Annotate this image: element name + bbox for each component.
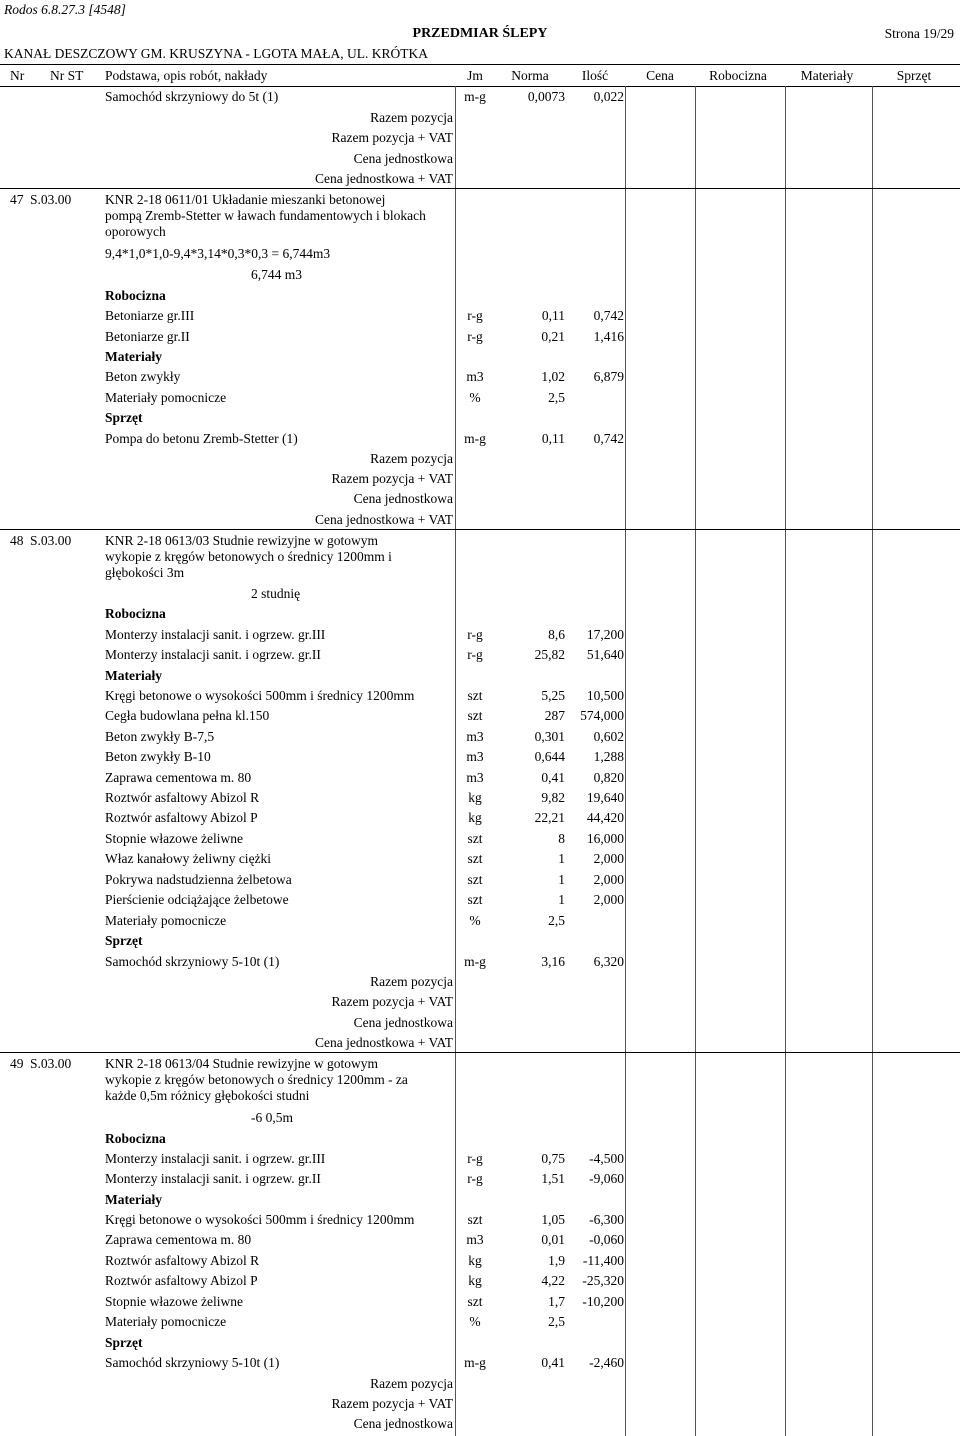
col-cena: Cena bbox=[646, 68, 674, 83]
position-quantity: 6,744 m3 bbox=[251, 267, 303, 282]
line-jm: r-g bbox=[467, 329, 483, 344]
line-jm: szt bbox=[467, 688, 483, 703]
line-ilosc: -6,300 bbox=[589, 1212, 624, 1227]
line-desc: Roztwór asfaltowy Abizol P bbox=[105, 1273, 258, 1288]
summary-cena-vat: Cena jednostkowa + VAT bbox=[315, 512, 453, 527]
summary-cena: Cena jednostkowa bbox=[353, 1015, 453, 1030]
col-description: Podstawa, opis robót, nakłady bbox=[105, 68, 268, 83]
section-robocizna: Robocizna bbox=[105, 606, 166, 621]
line-ilosc: 6,320 bbox=[593, 954, 624, 969]
line-ilosc: -10,200 bbox=[582, 1294, 624, 1309]
line-jm: szt bbox=[467, 851, 483, 866]
line-jm: m-g bbox=[464, 1355, 486, 1370]
project-name: KANAŁ DESZCZOWY GM. KRUSZYNA - LGOTA MAŁA, UL. KRÓTKA bbox=[4, 46, 429, 61]
line-desc: Stopnie włazowe żeliwne bbox=[105, 831, 243, 846]
line-norma: 0,41 bbox=[541, 770, 565, 785]
line-jm: r-g bbox=[467, 647, 483, 662]
line-desc: Materiały pomocnicze bbox=[105, 390, 227, 405]
line-desc: Kręgi betonowe o wysokości 500mm i średnicy 1200mm bbox=[105, 688, 415, 703]
position-desc: głębokości 3m bbox=[105, 565, 185, 580]
line-jm: szt bbox=[467, 872, 483, 887]
line-norma: 0,75 bbox=[541, 1151, 565, 1166]
line-norma: 8,6 bbox=[548, 627, 565, 642]
line-ilosc: 19,640 bbox=[586, 790, 624, 805]
grid-line bbox=[625, 86, 626, 1436]
line-norma: 1,7 bbox=[548, 1294, 565, 1309]
summary-razem-vat: Razem pozycja + VAT bbox=[331, 130, 453, 145]
position-quantity: -6 0,5m bbox=[251, 1110, 293, 1125]
line-ilosc: 1,416 bbox=[593, 329, 624, 344]
line-ilosc: 16,000 bbox=[586, 831, 624, 846]
line-ilosc: 2,000 bbox=[593, 892, 624, 907]
line-norma: 3,16 bbox=[541, 954, 565, 969]
line-desc: Samochód skrzyniowy 5-10t (1) bbox=[105, 1355, 280, 1370]
summary-razem: Razem pozycja bbox=[370, 110, 453, 125]
line-jm: szt bbox=[467, 1212, 483, 1227]
line-jm: szt bbox=[467, 708, 483, 723]
line-ilosc: 0,820 bbox=[593, 770, 624, 785]
summary-cena-vat: Cena jednostkowa + VAT bbox=[315, 1035, 453, 1050]
summary-razem: Razem pozycja bbox=[370, 451, 453, 466]
section-materialy: Materiały bbox=[105, 349, 162, 364]
position-number: 48 bbox=[10, 533, 24, 548]
line-ilosc: 2,000 bbox=[593, 851, 624, 866]
summary-razem-vat: Razem pozycja + VAT bbox=[331, 994, 453, 1009]
line-norma: 0,11 bbox=[541, 431, 565, 446]
line-jm: m-g bbox=[464, 431, 486, 446]
col-materialy: Materiały bbox=[800, 68, 854, 83]
section-sprzet: Sprzęt bbox=[105, 1335, 143, 1350]
col-robocizna: Robocizna bbox=[709, 68, 767, 83]
line-jm: szt bbox=[467, 831, 483, 846]
document-title: PRZEDMIAR ŚLEPY bbox=[412, 26, 548, 41]
position-desc: wykopie z kręgów betonowych o średnicy 1200mm - za bbox=[105, 1072, 408, 1087]
line-ilosc: 0,742 bbox=[593, 431, 624, 446]
line-norma: 8 bbox=[558, 831, 565, 846]
line-desc: Beton zwykły B-10 bbox=[105, 749, 211, 764]
line-jm: m-g bbox=[464, 954, 486, 969]
line-norma: 0,644 bbox=[534, 749, 565, 764]
line-desc: Pierścienie odciążające żelbetowe bbox=[105, 892, 289, 907]
line-jm: m3 bbox=[466, 369, 484, 384]
line-ilosc: -11,400 bbox=[582, 1253, 624, 1268]
summary-cena: Cena jednostkowa bbox=[353, 1416, 453, 1431]
position-number: 47 bbox=[10, 192, 24, 207]
line-desc: Samochód skrzyniowy 5-10t (1) bbox=[105, 954, 280, 969]
line-ilosc: -0,060 bbox=[589, 1232, 624, 1247]
line-norma: 1 bbox=[558, 872, 565, 887]
line-norma: 0,01 bbox=[541, 1232, 565, 1247]
line-norma: 25,82 bbox=[534, 647, 565, 662]
position-number: 49 bbox=[10, 1056, 24, 1071]
line-jm: m3 bbox=[466, 1232, 484, 1247]
col-jm: Jm bbox=[467, 68, 483, 83]
line-desc: Monterzy instalacji sanit. i ogrzew. gr.III bbox=[105, 627, 326, 642]
line-jm: % bbox=[469, 390, 481, 405]
line-desc: Betoniarze gr.II bbox=[105, 329, 190, 344]
line-norma: 1,02 bbox=[541, 369, 565, 384]
line-desc: Beton zwykły bbox=[105, 369, 181, 384]
line-ilosc: 10,500 bbox=[586, 688, 624, 703]
line-norma: 0,11 bbox=[541, 308, 565, 323]
line-jm: % bbox=[469, 1314, 481, 1329]
section-robocizna: Robocizna bbox=[105, 288, 166, 303]
position-desc: pompą Zremb-Stetter w ławach fundamentowych i blokach bbox=[105, 208, 426, 223]
line-ilosc: 574,000 bbox=[580, 708, 624, 723]
position-st: S.03.00 bbox=[30, 192, 72, 207]
line-norma: 9,82 bbox=[541, 790, 565, 805]
grid-line bbox=[785, 86, 786, 1436]
line-desc: Monterzy instalacji sanit. i ogrzew. gr.II bbox=[105, 647, 321, 662]
grid-line bbox=[695, 86, 696, 1436]
line-norma: 1 bbox=[558, 851, 565, 866]
line-desc: Zaprawa cementowa m. 80 bbox=[105, 770, 252, 785]
line-ilosc: 17,200 bbox=[586, 627, 624, 642]
col-nr-st: Nr ST bbox=[50, 68, 84, 83]
position-st: S.03.00 bbox=[30, 1056, 72, 1071]
header-rule-top bbox=[0, 64, 960, 65]
line-ilosc: -9,060 bbox=[589, 1171, 624, 1186]
section-materialy: Materiały bbox=[105, 668, 162, 683]
line-desc: Betoniarze gr.III bbox=[105, 308, 195, 323]
line-desc: Roztwór asfaltowy Abizol R bbox=[105, 1253, 260, 1268]
position-formula: 9,4*1,0*1,0-9,4*3,14*0,3*0,3 = 6,744m3 bbox=[105, 246, 331, 261]
line-ilosc: -2,460 bbox=[589, 1355, 624, 1370]
line-norma: 0,41 bbox=[541, 1355, 565, 1370]
header-rule-bottom bbox=[0, 86, 960, 87]
line-ilosc: 51,640 bbox=[586, 647, 624, 662]
line-desc: Monterzy instalacji sanit. i ogrzew. gr.III bbox=[105, 1151, 326, 1166]
line-ilosc: 0,742 bbox=[593, 308, 624, 323]
line-ilosc: 6,879 bbox=[593, 369, 624, 384]
line-norma: 0,21 bbox=[541, 329, 565, 344]
line-jm: kg bbox=[468, 790, 482, 805]
line-ilosc: 44,420 bbox=[586, 810, 624, 825]
line-norma: 22,21 bbox=[534, 810, 565, 825]
page-number: Strona 19/29 bbox=[884, 26, 954, 41]
line-ilosc: -4,500 bbox=[589, 1151, 624, 1166]
line-ilosc: 0,022 bbox=[593, 89, 624, 104]
line-desc: Właz kanałowy żeliwny ciężki bbox=[105, 851, 272, 866]
software-version: Rodos 6.8.27.3 [4548] bbox=[4, 2, 126, 17]
line-jm: r-g bbox=[467, 627, 483, 642]
line-norma: 0,0073 bbox=[527, 89, 565, 104]
position-separator bbox=[0, 529, 960, 530]
col-norma: Norma bbox=[511, 68, 549, 83]
line-jm: r-g bbox=[467, 1171, 483, 1186]
section-sprzet: Sprzęt bbox=[105, 933, 143, 948]
line-norma: 1 bbox=[558, 892, 565, 907]
line-desc: Pokrywa nadstudzienna żelbetowa bbox=[105, 872, 292, 887]
line-desc: Cegła budowlana pełna kl.150 bbox=[105, 708, 270, 723]
col-nr: Nr bbox=[10, 68, 25, 83]
line-norma: 287 bbox=[544, 708, 565, 723]
section-materialy: Materiały bbox=[105, 1192, 162, 1207]
line-desc: Roztwór asfaltowy Abizol R bbox=[105, 790, 260, 805]
grid-line bbox=[872, 86, 873, 1436]
col-sprzet: Sprzęt bbox=[896, 68, 932, 83]
line-desc: Materiały pomocnicze bbox=[105, 1314, 227, 1329]
line-desc: Kręgi betonowe o wysokości 500mm i średnicy 1200mm bbox=[105, 1212, 415, 1227]
line-norma: 1,51 bbox=[541, 1171, 565, 1186]
summary-cena: Cena jednostkowa bbox=[353, 491, 453, 506]
position-desc: wykopie z kręgów betonowych o średnicy 1200mm i bbox=[105, 549, 392, 564]
line-jm: kg bbox=[468, 810, 482, 825]
line-jm: szt bbox=[467, 892, 483, 907]
line-norma: 4,22 bbox=[541, 1273, 565, 1288]
section-sprzet: Sprzęt bbox=[105, 410, 143, 425]
line-norma: 2,5 bbox=[548, 913, 565, 928]
line-jm: m3 bbox=[466, 729, 484, 744]
line-jm: kg bbox=[468, 1273, 482, 1288]
line-norma: 2,5 bbox=[548, 390, 565, 405]
line-desc: Zaprawa cementowa m. 80 bbox=[105, 1232, 252, 1247]
section-robocizna: Robocizna bbox=[105, 1131, 166, 1146]
line-desc: Stopnie włazowe żeliwne bbox=[105, 1294, 243, 1309]
line-ilosc: 1,288 bbox=[593, 749, 624, 764]
line-norma: 2,5 bbox=[548, 1314, 565, 1329]
summary-razem-vat: Razem pozycja + VAT bbox=[331, 471, 453, 486]
line-desc: Samochód skrzyniowy do 5t (1) bbox=[105, 89, 279, 104]
line-jm: % bbox=[469, 913, 481, 928]
line-ilosc: -25,320 bbox=[582, 1273, 624, 1288]
line-desc: Pompa do betonu Zremb-Stetter (1) bbox=[105, 431, 298, 446]
position-separator bbox=[0, 1052, 960, 1053]
grid-line bbox=[455, 86, 456, 1436]
line-jm: m-g bbox=[464, 89, 486, 104]
summary-cena: Cena jednostkowa bbox=[353, 151, 453, 166]
line-norma: 5,25 bbox=[541, 688, 565, 703]
col-ilosc: Ilość bbox=[581, 68, 609, 83]
position-desc: KNR 2-18 0611/01 Układanie mieszanki betonowej bbox=[105, 192, 386, 207]
line-desc: Materiały pomocnicze bbox=[105, 913, 227, 928]
position-separator bbox=[0, 188, 960, 189]
position-desc: każde 0,5m różnicy głębokości studni bbox=[105, 1088, 310, 1103]
position-desc: KNR 2-18 0613/03 Studnie rewizyjne w gotowym bbox=[105, 533, 378, 548]
line-desc: Monterzy instalacji sanit. i ogrzew. gr.II bbox=[105, 1171, 321, 1186]
line-jm: kg bbox=[468, 1253, 482, 1268]
position-quantity: 2 studnię bbox=[251, 586, 301, 601]
position-desc: KNR 2-18 0613/04 Studnie rewizyjne w gotowym bbox=[105, 1056, 378, 1071]
line-ilosc: 2,000 bbox=[593, 872, 624, 887]
summary-razem-vat: Razem pozycja + VAT bbox=[331, 1396, 453, 1411]
line-jm: m3 bbox=[466, 749, 484, 764]
position-st: S.03.00 bbox=[30, 533, 72, 548]
summary-razem: Razem pozycja bbox=[370, 1376, 453, 1391]
summary-cena-vat: Cena jednostkowa + VAT bbox=[315, 171, 453, 186]
line-norma: 0,301 bbox=[534, 729, 565, 744]
line-jm: m3 bbox=[466, 770, 484, 785]
line-jm: szt bbox=[467, 1294, 483, 1309]
line-desc: Beton zwykły B-7,5 bbox=[105, 729, 215, 744]
line-desc: Roztwór asfaltowy Abizol P bbox=[105, 810, 258, 825]
summary-razem: Razem pozycja bbox=[370, 974, 453, 989]
line-ilosc: 0,602 bbox=[593, 729, 624, 744]
position-desc: oporowych bbox=[105, 224, 166, 239]
line-norma: 1,05 bbox=[541, 1212, 565, 1227]
line-jm: r-g bbox=[467, 308, 483, 323]
line-norma: 1,9 bbox=[548, 1253, 565, 1268]
line-jm: r-g bbox=[467, 1151, 483, 1166]
